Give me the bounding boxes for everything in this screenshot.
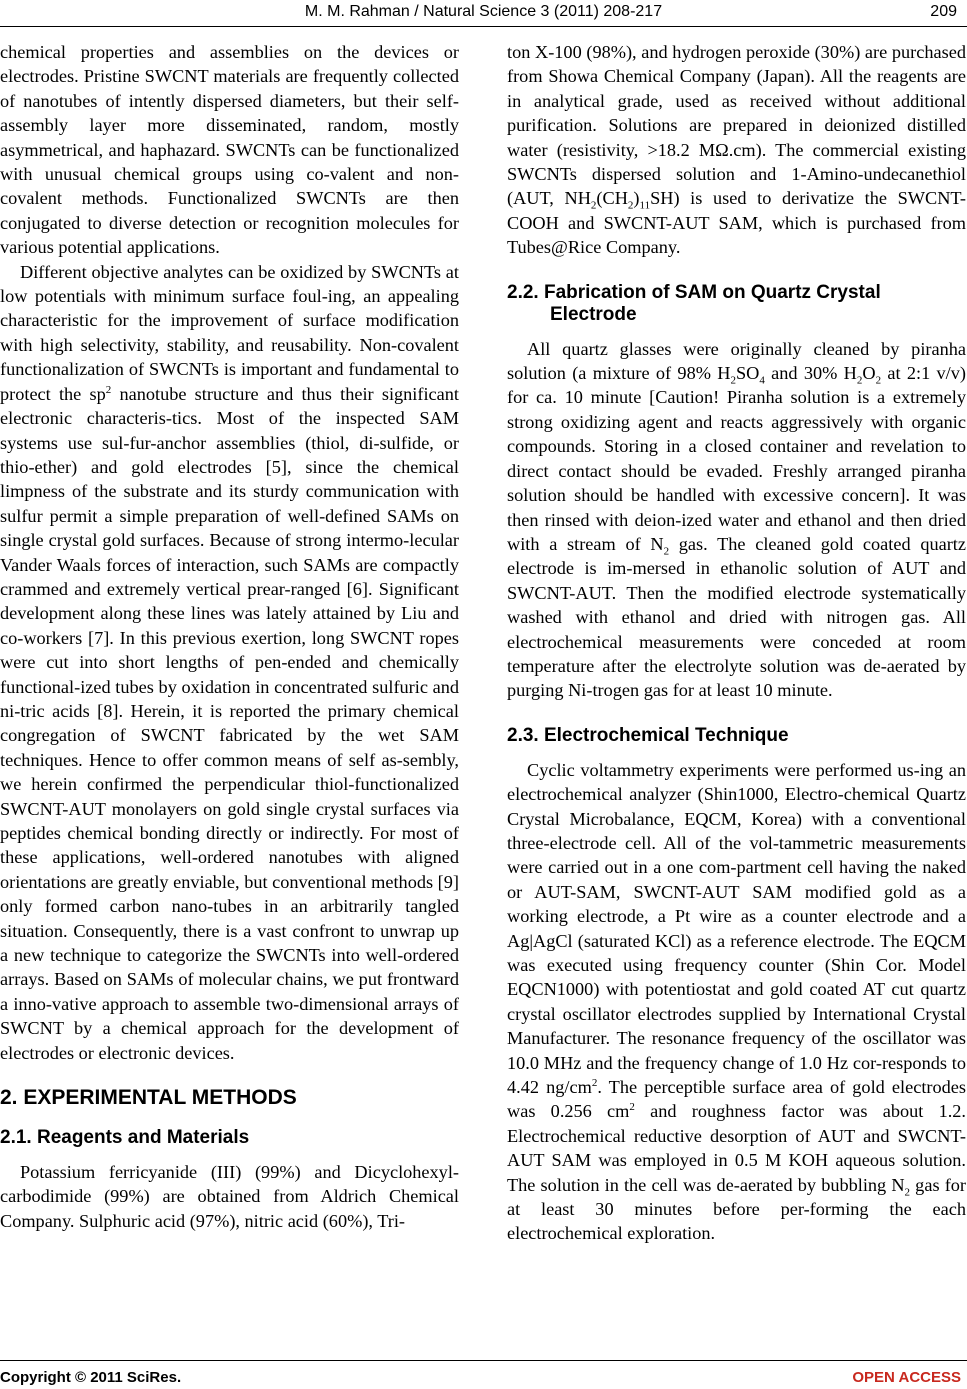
paragraph-text: ton X-100 (98%), and hydrogen peroxide (30%) are purchased from Showa Chemical Company (Japan). All the reagents are in analytical grade, used as received without additional purification. Solutions are prepared in deionized distilled water (resistivity, >18.2 MΩ.cm). The commercial existing SWCNTs dispersed solution and 1-Amino-undecanethiol (AUT, NH [507,42,966,209]
subsection-heading-fabrication: 2.2. Fabrication of SAM on Quartz Crystal Electrode [507,281,881,325]
paragraph-text: Cyclic voltammetry experiments were performed us-ing an electrochemical analyzer (Shin1000, Electro-chemical Quartz Crystal Microbalance, EQCM, Korea) with a conventional three-electrode cell. All of the vol-tammetric measurements were carried out in a one com-partment cell having the naked or AUT-SAM, SWCNT-AUT SAM modified gold as a working electrode, a Pt wire as a counter electrode and a Ag|AgCl (saturated KCl) as a reference electrode. The EQCM was executed using frequency counter (Shin Cor. Model EQCN1000) with potentiostat and gold coated AT cut quartz crystal oscillator electrodes supplied by International Crystal Manufacturer. The resonance frequency of the oscillator was 10.0 MHz and the frequency change of 1.0 Hz cor-responds to 4.42 ng/cm [507,759,966,1098]
subscript: 2 [590,200,597,213]
left-column [0,40,459,1233]
paragraph-text: SO [735,363,760,384]
paragraph-electrochemical [507,758,966,1246]
paragraph-text: nanotube structure and thus their significant electronic characteris-tics. Most of the inspected SAM systems use sul-fur-anchor assemblies (thiol, di-sulfide, or thio-ether) and gold electrodes [5], since the chemical limpness of the substrate and its sturdy communication with sulfur permit a simple preparation of well-defined SAMs on single crystal gold surfaces. Because of strong intermo-lecular Vander Waals forces of interaction, such SAMs are compactly crammed and extremely vertical prear-ranged [6]. Significant development along these lines was lately attained by Liu and co-workers [7]. In this previous exertion, long SWCNT ropes were cut into short lengths of pen-ended and chemically functional-ized tubes by oxidation in concentrated sulfuric and ni-tric acids [8]. Herein, it is reported the primary chemical congregation of SWCNT fabricated by the wet SAM techniques. Hence to offer common means of self as-sembly, we herein confirmed the perpendicular thiol-functionalized SWCNT-AUT monolayers on gold single crystal surfaces via peptides chemical bonding directly or indirectly. For most of these applications, well-ordered nanotubes with aligned orientations are greatly enviable, but conventional methods [9] only formed carbon nano-tubes in an arbitrarily tangled situation. Consequently, there is a vast confront to unwrap up a new technique to categorize the SWCNTs into well-ordered arrays. Based on SAMs of molecular chains, we put frontward a inno-vative approach to assemble two-dimensional arrays of SWCNT by a chemical approach for the development of electrodes or electronic devices. [0,383,459,1063]
paragraph-text: gas for at least 30 minutes before per-forming the each electrochemical exploration. [507,1174,967,1244]
subsection-heading-electrochemical: 2.3. Electrochemical Technique [507,724,789,746]
running-title: M. M. Rahman / Natural Science 3 (2011) 208-217 [304,3,663,20]
paragraph-text: gas. The cleaned gold coated quartz electrode is im-mersed in ethanolic solution of AUT and SWCNT-AUT. Then the modified electrode systematically washed with ethanol and dried with nitrogen gas. All electrochemical measurements were conceded at room temperature after the electrolyte solution was de-aerated by purging Ni-trogen gas for at least 10 minute. [507,533,966,701]
paragraph-text: O [862,363,876,384]
subscript: 2 [627,200,634,213]
superscript: 2 [629,1101,635,1114]
paragraph-text: ) [633,188,640,209]
paragraph-text: All quartz glasses were originally cleaned by piranha solution (a mixture of 98% H [507,338,966,384]
paragraph-text: Different objective analytes can be oxidized by SWCNTs at low potentials with minimum surface foul-ing, an appealing characteristic for the improvement of surface modification with high selectivity, stability, and reusability. Non-covalent functionalization of SWCNTs is important and fundamental to protect the sp [0,261,459,404]
right-column [507,40,966,1246]
paragraph-text: . The perceptible surface area of gold electrodes was 0.256 cm [507,1077,967,1122]
open-access-label: OPEN ACCESS [852,1369,961,1386]
section-heading-experimental: 2. EXPERIMENTAL METHODS [0,1086,297,1110]
header-rule [0,26,967,27]
subscript: 2 [663,545,670,558]
paragraph-swcnt-analytes [0,260,459,1065]
subscript: 2 [904,1186,911,1199]
superscript: 2 [105,383,112,396]
superscript: 2 [591,1076,598,1089]
subscript: 2 [875,374,882,387]
paragraph-reagents-continued [507,40,966,260]
copyright-notice: Copyright © 2011 SciRes. [0,1369,182,1386]
subscript: 2 [730,374,736,387]
paragraph-fabrication [507,337,966,703]
paragraph-text: (CH [596,188,628,209]
page-number: 209 [930,3,957,20]
paragraph-text: SH) is used to derivatize the SWCNT-COOH and SWCNT-AUT SAM, which is purchased from Tubes@Rice Company. [507,188,966,258]
subscript: 11 [639,200,651,213]
subscript: 2 [856,374,863,387]
paragraph-text: and 30% H [764,363,857,384]
paragraph-text: and roughness factor was about 1.2. Electrochemical reductive desorption of AUT and SWCNT-AUT SAM was employed in 0.5 M KOH aqueous solution. The solution in the cell was de-aerated by bubbling N [507,1101,966,1195]
subsection-heading-reagents: 2.1. Reagents and Materials [0,1127,250,1149]
paragraph-text: at 2:1 v/v) for ca. 10 minute [Caution! Piranha solution is a extremely strong oxidizing agent and reacts aggressively with organic compounds. Storing in a closed container and revelation to direct contact should be evaded. Freshly arranged piranha solution should be handled with excessive concern]. It was then rinsed with deion-ized water and ethanol and then dried with a stream of N [507,363,966,554]
subscript: 4 [759,374,765,387]
footer-rule [0,1360,967,1361]
paragraph-reagents: Potassium ferricyanide (III) (99%) and Dicyclohexyl-carbodimide (99%) are obtained from Aldrich Chemical Company. Sulphuric acid (97%), nitric acid (60%), Tri- [0,1162,459,1231]
paragraph-intro-continued: chemical properties and assemblies on the devices or electrodes. Pristine SWCNT materials are frequently collected of nanotubes of intently dispersed diameters, but their self-assembly layer more disseminated, random, mostly asymmetrical, and haphazard. SWCNTs can be functionalized with unusual chemical groups using co-valent and non-covalent methods. Functionalized SWCNTs are then conjugated to diverse detection or recognition molecules for various potential applications. [0,42,459,258]
